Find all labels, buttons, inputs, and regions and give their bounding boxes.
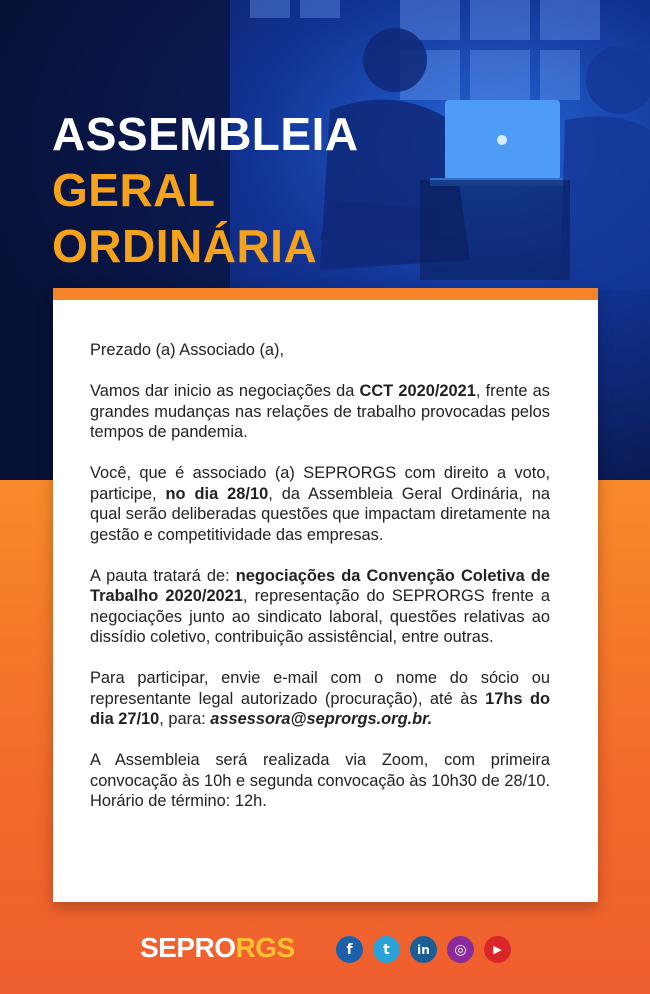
twitter-icon[interactable]: t — [373, 936, 400, 963]
paragraph-4: Para participar, envie e-mail com o nome do sócio ou representante legal autorizado (procuração), até às 17hs do dia 27/10, para: assessora@seprorgs.org.br. — [90, 669, 550, 728]
paragraph-1: Vamos dar inicio as negociações da CCT 2020/2021, frente as grandes mudanças nas relações de trabalho provocadas pelos tempos de pandemia. — [90, 382, 550, 441]
page-title — [52, 106, 359, 274]
title-line-3: ORDINÁRIA — [52, 220, 318, 272]
paragraph-3: A pauta tratará de: negociações da Convenção Coletiva de Trabalho 2020/2021, representação do SEPRORGS frente a negociações junto ao sindicato laboral, questões relativas ao dissídio coletivo, contribuição assistêncial, entre outras. — [90, 566, 550, 646]
instagram-icon[interactable]: ◎ — [447, 936, 474, 963]
card-accent-bar — [53, 288, 598, 300]
seprorgs-logo[interactable]: SEPRORGS — [140, 932, 295, 963]
paragraph-5: A Assembleia será realizada via Zoom, com primeira convocação às 10h e segunda convocação às 10h30 de 28/10. Horário de término: 12h. — [90, 751, 550, 810]
greeting: Prezado (a) Associado (a), — [90, 341, 285, 359]
title-line-1: ASSEMBLEIA — [52, 108, 359, 160]
youtube-icon[interactable]: ▶ — [484, 936, 511, 963]
letter-body — [90, 340, 550, 832]
email-link[interactable]: assessora@seprorgs.org.br. — [210, 710, 433, 728]
title-line-2: GERAL — [52, 164, 216, 216]
paragraph-2: Você, que é associado (a) SEPRORGS com direito a voto, participe, no dia 28/10, da Assembleia Geral Ordinária, na qual serão deliberadas questões que impactam diretamente na gestão e competitividade das empresas. — [90, 464, 551, 544]
social-links — [336, 936, 511, 963]
facebook-icon[interactable]: f — [336, 936, 363, 963]
linkedin-icon[interactable]: in — [410, 936, 437, 963]
letter-card — [53, 288, 598, 902]
